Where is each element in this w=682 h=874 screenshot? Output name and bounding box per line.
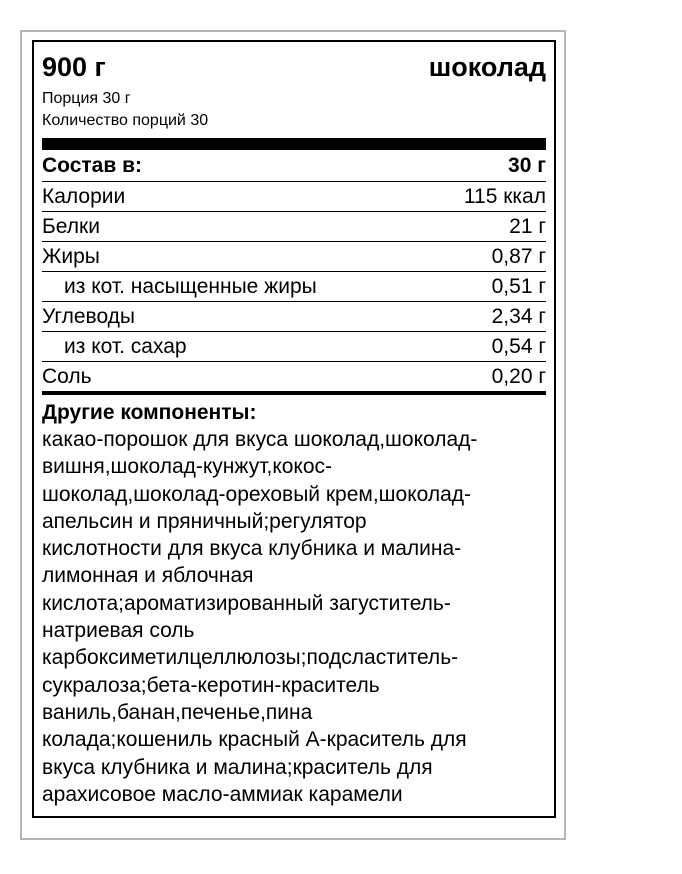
ingredients-line: вишня,шоколад-кунжут,кокос-: [42, 455, 333, 479]
flavor-name: шоколад: [428, 52, 546, 82]
nutrient-value: 0,54 г: [491, 334, 546, 358]
ingredients-line: шоколад,шоколад-ореховый крем,шоколад-: [42, 482, 472, 506]
ingredients-line: какао-порошок для вкуса шоколад,шоколад-: [42, 428, 478, 451]
table-header-value: 30 г: [508, 153, 546, 177]
ingredients-line: сукралоза;бета-керотин-краситель: [42, 673, 380, 697]
nutrient-row-calories: [42, 182, 546, 212]
nutrient-value: 0,20 г: [491, 364, 546, 388]
servings-count: Количество порций 30: [42, 112, 209, 129]
ingredients-line: натриевая соль: [42, 619, 195, 643]
thick-divider: [42, 138, 546, 150]
label-header: [42, 52, 546, 88]
nutrient-row-protein: [42, 212, 546, 242]
nutrient-label: Белки: [42, 214, 100, 238]
nutrient-label: Жиры: [42, 244, 100, 268]
net-weight: 900 г: [42, 52, 106, 82]
nutrient-label: Калории: [42, 184, 126, 208]
ingredients-line: карбоксиметилцеллюлозы;подсластитель-: [42, 646, 459, 670]
other-components-title: Другие компоненты:: [42, 401, 257, 424]
ingredients-line: лимонная и яблочная: [42, 564, 254, 588]
ingredients-line: апельсин и пряничный;регулятор: [42, 509, 367, 533]
ingredients-line: ваниль,банан,печенье,пина: [42, 700, 313, 724]
ingredients-line: вкуса клубника и малина;краситель для: [42, 755, 433, 779]
nutrient-label: Соль: [42, 364, 92, 388]
nutrient-value: 115 ккал: [463, 184, 546, 208]
nutrient-value: 0,87 г: [491, 244, 546, 268]
table-header-label: Состав в:: [42, 153, 143, 177]
nutrient-row-salt: [42, 362, 546, 391]
nutrient-value: 21 г: [509, 214, 546, 238]
nutrient-label: из кот. насыщенные жиры: [64, 274, 317, 298]
nutrition-label: [32, 40, 556, 818]
nutrient-row-carbs: [42, 302, 546, 332]
nutrient-row-sugar: [42, 332, 546, 362]
nutrient-row-fat: [42, 242, 546, 272]
section-divider: [42, 391, 546, 395]
nutrient-row-saturated-fat: [42, 272, 546, 302]
other-components-text: [42, 426, 546, 808]
ingredients-line: кислотности для вкуса клубника и малина-: [42, 537, 462, 561]
ingredients-line: арахисовое масло-аммиак карамели: [42, 782, 403, 806]
serving-size: Порция 30 г: [42, 90, 131, 107]
nutrient-label: Углеводы: [42, 304, 136, 328]
nutrient-value: 2,34 г: [491, 304, 546, 328]
table-header-row: [42, 150, 546, 182]
ingredients-line: кислота;ароматизированный загуститель-: [42, 591, 451, 615]
nutrient-value: 0,51 г: [491, 274, 546, 298]
nutrient-label: из кот. сахар: [64, 334, 187, 358]
ingredients-line: колада;кошениль красный А-краситель для: [42, 728, 467, 752]
